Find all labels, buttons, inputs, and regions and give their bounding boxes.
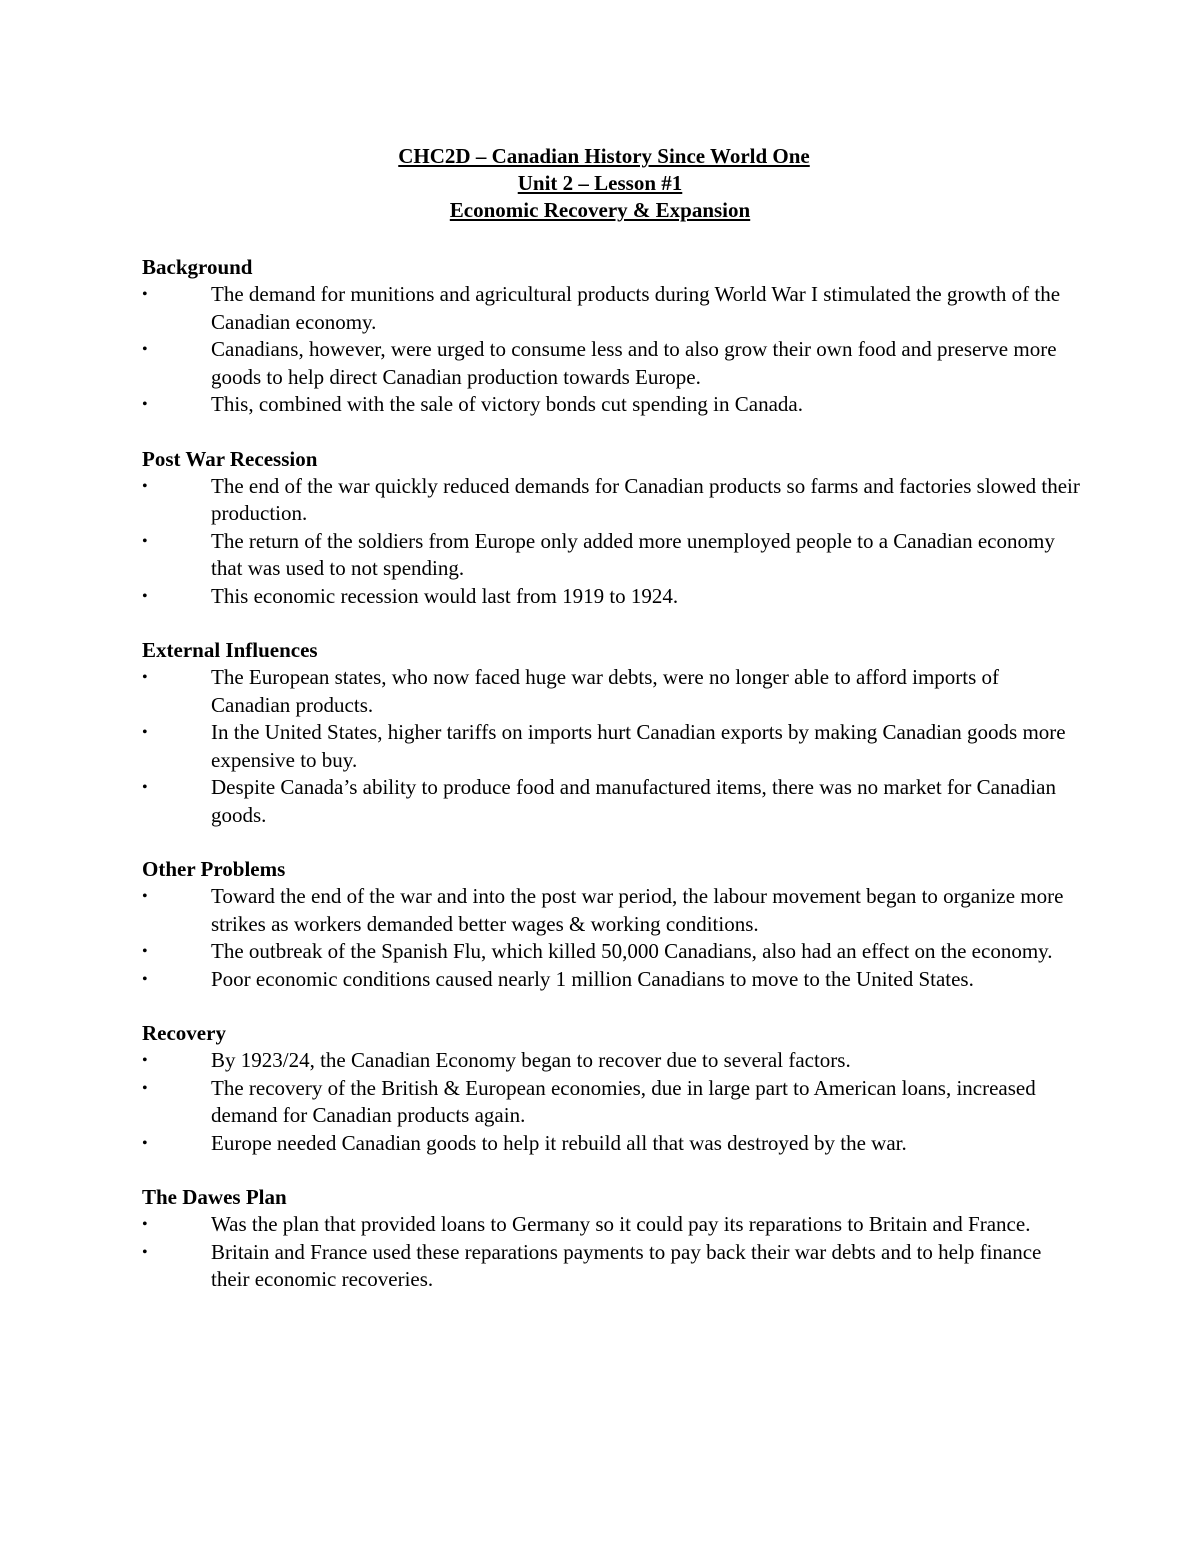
section-the-dawes-plan xyxy=(142,1184,1082,1294)
bullet-item xyxy=(142,391,1082,419)
bullet-item xyxy=(142,281,1082,336)
bullet-icon: • xyxy=(142,1079,148,1097)
bullet-text: In the United States, higher tariffs on imports hurt Canadian exports by making Canadian goods more expensive to buy. xyxy=(211,720,1066,772)
bullet-icon: • xyxy=(142,532,148,550)
bullet-icon: • xyxy=(142,1243,148,1261)
document-body xyxy=(142,254,1082,1321)
section-heading: The Dawes Plan xyxy=(142,1185,287,1209)
bullet-item xyxy=(142,966,1082,994)
section-heading: Recovery xyxy=(142,1021,226,1045)
bullet-text: The outbreak of the Spanish Flu, which killed 50,000 Canadians, also had an effect on the economy. xyxy=(211,939,1053,963)
bullet-icon: • xyxy=(142,779,148,796)
course-title: CHC2D – Canadian History Since World One xyxy=(398,144,810,168)
bullet-icon: • xyxy=(142,1216,148,1233)
bullet-list xyxy=(142,1211,1082,1294)
section-external-influences xyxy=(142,637,1082,829)
bullet-icon: • xyxy=(142,669,148,686)
bullet-list xyxy=(142,664,1082,829)
bullet-icon: • xyxy=(142,477,148,495)
bullet-text: Canadians, however, were urged to consume less and to also grow their own food and preserve more goods to help direct Canadian production towards Europe. xyxy=(211,337,1057,389)
section-heading: Other Problems xyxy=(142,857,286,881)
bullet-icon: • xyxy=(142,286,148,303)
bullet-item xyxy=(142,473,1082,528)
bullet-icon: • xyxy=(142,970,148,988)
bullet-text: Britain and France used these reparations payments to pay back their war debts and to help finance their economic recoveries. xyxy=(211,1239,1042,1291)
bullet-item xyxy=(142,1047,1082,1075)
bullet-text: Europe needed Canadian goods to help it rebuild all that was destroyed by the war. xyxy=(211,1130,907,1155)
bullet-list xyxy=(142,1047,1082,1157)
bullet-item xyxy=(142,1075,1082,1130)
bullet-text: The recovery of the British & European economies, due in large part to American loans, increased demand for Canadian products again. xyxy=(211,1075,1036,1127)
bullet-item xyxy=(142,883,1082,938)
document-header xyxy=(0,143,1200,224)
bullet-list xyxy=(142,883,1082,993)
bullet-icon: • xyxy=(142,724,148,741)
bullet-icon: • xyxy=(142,587,148,605)
bullet-text: Despite Canada’s ability to produce food and manufactured items, there was no market for Canadian goods. xyxy=(211,775,1056,827)
bullet-text: This, combined with the sale of victory bonds cut spending in Canada. xyxy=(211,392,803,416)
bullet-text: The demand for munitions and agricultural products during World War I stimulated the growth of the Canadian economy. xyxy=(211,282,1061,334)
bullet-text: Was the plan that provided loans to Germany so it could pay its reparations to Britain and France. xyxy=(211,1212,1031,1236)
bullet-text: Toward the end of the war and into the post war period, the labour movement began to organize more strikes as workers demanded better wages & working conditions. xyxy=(211,884,1064,936)
bullet-icon: • xyxy=(142,1052,148,1069)
bullet-text: By 1923/24, the Canadian Economy began to recover due to several factors. xyxy=(211,1048,851,1072)
bullet-item xyxy=(142,1239,1082,1294)
bullet-list xyxy=(142,281,1082,419)
bullet-item xyxy=(142,719,1082,774)
bullet-text: Poor economic conditions caused nearly 1 million Canadians to move to the United States. xyxy=(211,966,974,991)
bullet-list xyxy=(142,473,1082,611)
bullet-item xyxy=(142,583,1082,611)
section-post-war-recession xyxy=(142,446,1082,611)
section-heading: External Influences xyxy=(142,638,318,662)
bullet-item xyxy=(142,1130,1082,1158)
unit-lesson-title: Unit 2 – Lesson #1 xyxy=(517,171,683,195)
bullet-item xyxy=(142,336,1082,391)
section-background xyxy=(142,254,1082,419)
section-recovery xyxy=(142,1020,1082,1157)
bullet-icon: • xyxy=(142,943,148,960)
bullet-item xyxy=(142,1211,1082,1239)
bullet-text: This economic recession would last from 1919 to 1924. xyxy=(211,583,679,608)
bullet-item xyxy=(142,774,1082,829)
bullet-icon: • xyxy=(142,341,148,358)
bullet-text: The return of the soldiers from Europe only added more unemployed people to a Canadian economy that was used to not spending. xyxy=(211,528,1055,580)
bullet-icon: • xyxy=(142,1134,148,1152)
bullet-text: The end of the war quickly reduced demands for Canadian products so farms and factories slowed their production. xyxy=(211,473,1080,525)
topic-title: Economic Recovery & Expansion xyxy=(449,198,751,222)
bullet-item xyxy=(142,664,1082,719)
section-heading: Background xyxy=(142,255,253,279)
bullet-icon: • xyxy=(142,396,148,413)
bullet-item xyxy=(142,528,1082,583)
bullet-text: The European states, who now faced huge war debts, were no longer able to afford imports of Canadian products. xyxy=(211,665,1000,717)
bullet-item xyxy=(142,938,1082,966)
section-other-problems xyxy=(142,856,1082,993)
section-heading: Post War Recession xyxy=(142,446,318,471)
bullet-icon: • xyxy=(142,888,148,905)
